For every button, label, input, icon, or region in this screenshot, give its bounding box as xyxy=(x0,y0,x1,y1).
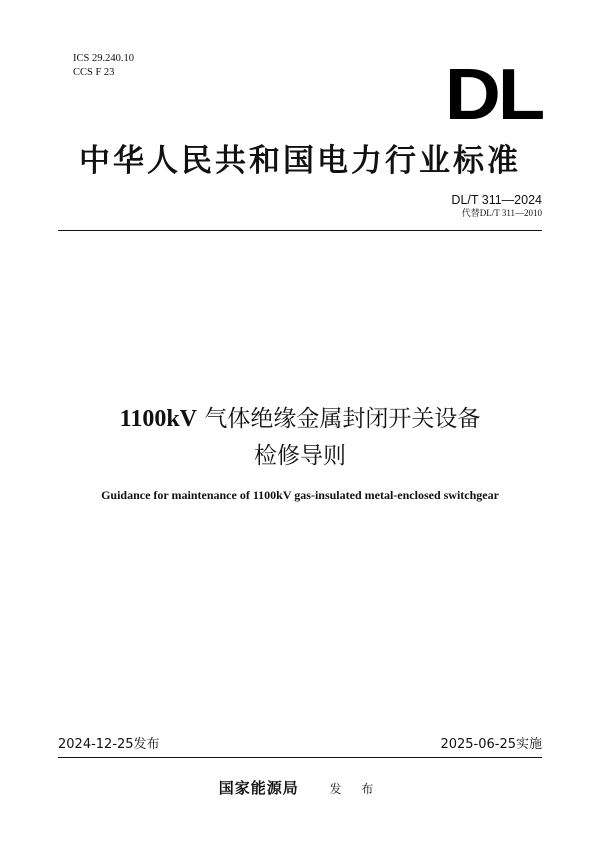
title-line-2: 检修导则 xyxy=(254,443,346,469)
title-voltage: 1100kV xyxy=(119,406,198,432)
effective-date: 2025-06-25实施 xyxy=(440,737,542,752)
publisher-name: 国家能源局 xyxy=(218,779,299,797)
title-main: 气体绝缘金属封闭开关设备 xyxy=(204,406,481,432)
issue-date: 2024-12-25发布 xyxy=(58,737,160,752)
standard-number-block xyxy=(451,193,542,219)
english-title: Guidance for maintenance of 1100kV gas-insulated metal-enclosed switchgear xyxy=(101,488,499,502)
ccs-code: CCS F 23 xyxy=(73,67,115,78)
footer-divider xyxy=(58,757,542,758)
standard-number: DL/T 311—2024 xyxy=(451,193,542,207)
classification-codes xyxy=(73,52,134,80)
dl-logo: DL xyxy=(444,55,542,135)
header-divider xyxy=(58,230,542,231)
replaces-standard: 代替DL/T 311—2010 xyxy=(461,208,542,218)
publish-label: 发 布 xyxy=(329,782,382,796)
ics-code: ICS 29.240.10 xyxy=(73,53,134,64)
organization-title: 中华人民共和国电力行业标准 xyxy=(79,143,521,179)
publisher-line xyxy=(0,778,600,799)
title-line-1 xyxy=(0,404,600,434)
